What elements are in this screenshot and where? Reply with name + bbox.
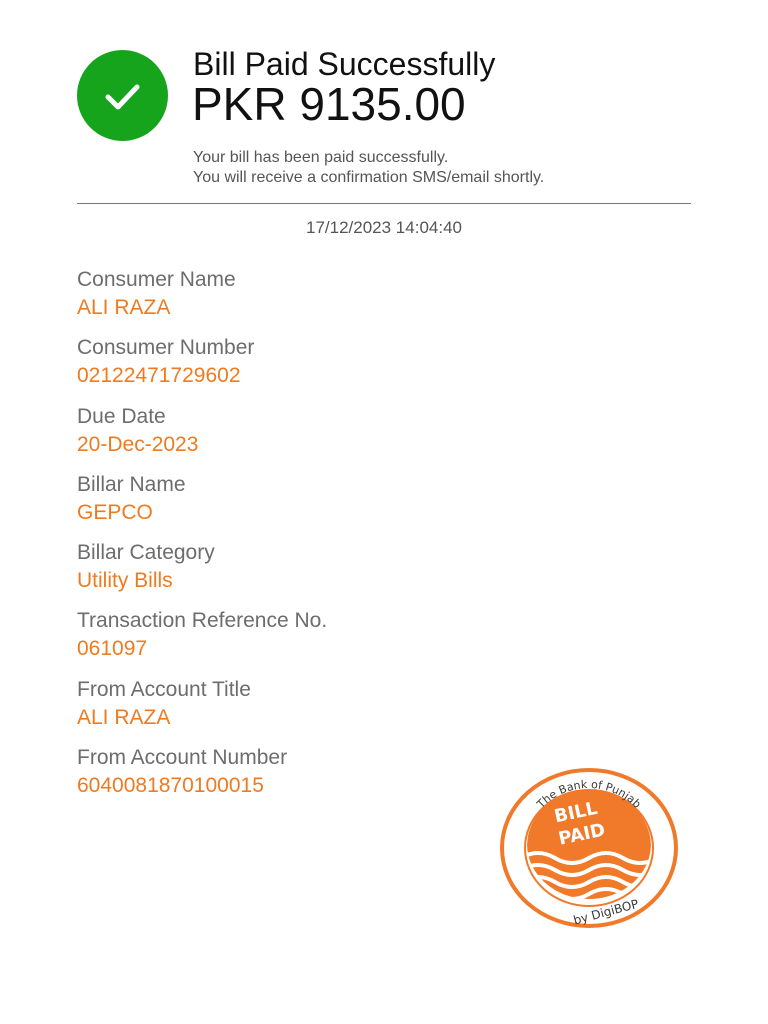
field-value: ALI RAZA xyxy=(77,705,171,729)
field-label: Billar Category xyxy=(77,541,215,565)
field-label: From Account Number xyxy=(77,746,288,770)
success-title: Bill Paid Successfully xyxy=(193,46,496,82)
field-label: Consumer Number xyxy=(77,336,255,360)
transaction-datetime: 17/12/2023 14:04:40 xyxy=(306,218,462,237)
divider xyxy=(77,203,691,204)
field-label: Due Date xyxy=(77,404,166,428)
stamp-line-2: PAID xyxy=(556,819,608,850)
message-line-1: Your bill has been paid successfully. xyxy=(193,149,449,166)
bill-paid-stamp xyxy=(497,766,681,930)
field-value: ALI RAZA xyxy=(77,296,171,319)
field-consumer-name xyxy=(77,266,497,334)
field-from-account-number xyxy=(77,744,497,812)
message-line-2: You will receive a confirmation SMS/email shortly. xyxy=(193,169,545,186)
check-circle-icon xyxy=(77,50,168,141)
field-value: 061097 xyxy=(77,637,148,661)
field-due-date xyxy=(77,403,497,471)
field-transaction-reference xyxy=(77,607,497,675)
field-from-account-title xyxy=(77,676,497,744)
field-label: From Account Title xyxy=(77,677,251,701)
details-list xyxy=(77,266,497,812)
success-message xyxy=(193,148,544,188)
stamp-top-text: The Bank of Punjab xyxy=(534,777,644,811)
field-value: 20-Dec-2023 xyxy=(77,432,199,456)
stamp-bottom-text: by DigiBOP xyxy=(571,896,641,928)
field-value: Utility Bills xyxy=(77,569,173,593)
field-billar-category xyxy=(77,539,497,607)
field-label: Billar Name xyxy=(77,472,186,496)
field-label: Transaction Reference No. xyxy=(77,609,328,633)
paid-amount: PKR 9135.00 xyxy=(192,78,466,130)
field-label: Consumer Name xyxy=(77,268,236,291)
field-billar-name xyxy=(77,471,497,539)
field-value: GEPCO xyxy=(77,500,153,524)
field-value: 02122471729602 xyxy=(77,364,241,388)
field-value: 6040081870100015 xyxy=(77,774,264,798)
stamp-line-1: BILL xyxy=(552,797,600,828)
field-consumer-number xyxy=(77,334,497,402)
